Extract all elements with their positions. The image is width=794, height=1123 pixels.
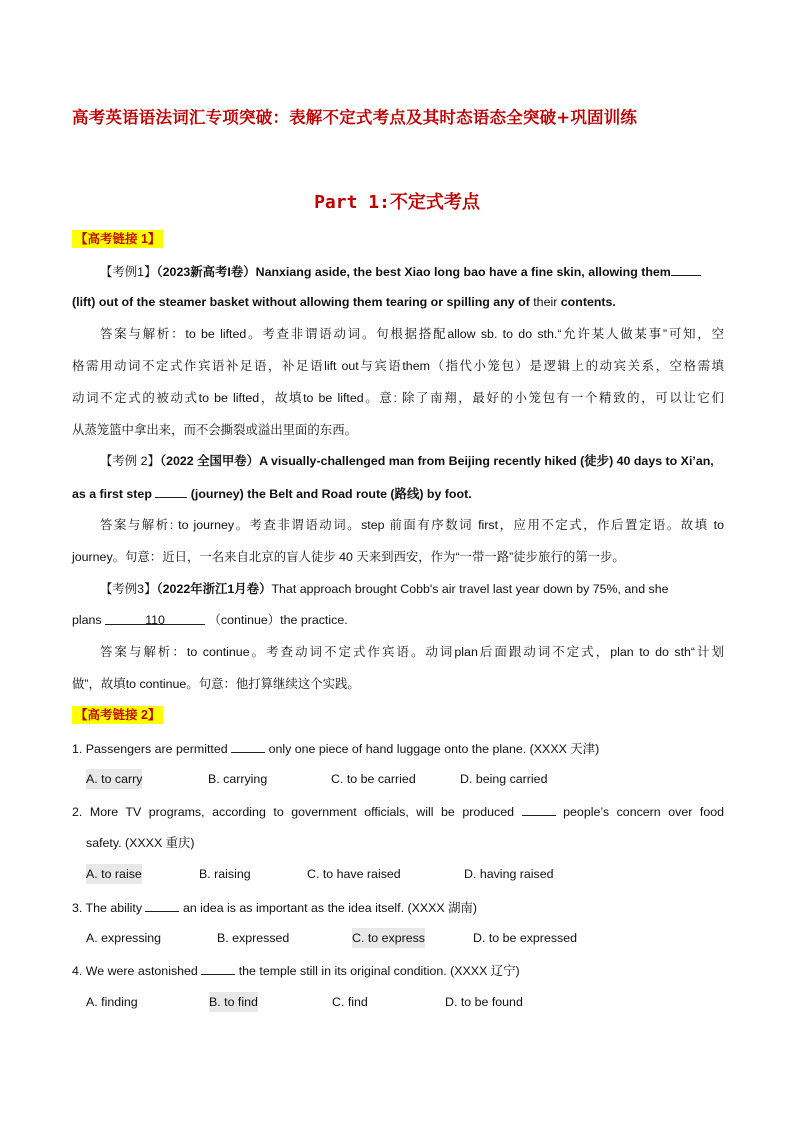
question-2-stem-c: safety. (XXXX 重庆) (86, 836, 195, 850)
question-1-option-b[interactable]: B. carrying (208, 772, 268, 786)
question-1-stem-b: only one piece of hand luggage onto the plane. (XXXX 天津) (268, 742, 600, 756)
ex2-question-a: A visually-challenged man from Beijing recently hiked (徒步) 40 days to Xi’an, (259, 454, 714, 468)
ex3-answer-line1: 答案与解析：to continue。考查动词不定式作宾语。动词plan后面跟动词不定式，plan to do sth“计划 (100, 645, 724, 659)
question-1-option-c[interactable]: C. to be carried (331, 772, 416, 786)
ex1-blank (671, 261, 701, 276)
ex1-question-line1 (100, 261, 724, 282)
ex3-source: （2022年浙江1月卷） (156, 582, 272, 596)
ex1-answer-line1: 答案与解析：to be lifted。考查非谓语动词。句根据搭配allow sb. to do sth.“允许某人做某事”可知，空 (100, 327, 724, 341)
question-2-option-a[interactable]: A. to raise (86, 864, 142, 884)
question-4-stem-a: 4. We were astonished (72, 964, 198, 978)
ex2-label: 【考例 2】 (100, 454, 160, 468)
question-2-blank (522, 801, 556, 816)
ex2-question-line2 (72, 483, 724, 504)
question-2-option-b[interactable]: B. raising (199, 867, 251, 881)
ex1-label: 【考例1】 (100, 265, 157, 279)
question-3-blank (145, 897, 179, 912)
ex2-question-line1 (100, 451, 724, 471)
link2-tag: 【高考链接 2】 (72, 706, 163, 724)
ex1-question-a: Nanxiang aside, the best Xiao long bao have a fine skin, allowing them (255, 265, 671, 279)
question-4-option-a[interactable]: A. finding (86, 995, 138, 1009)
question-1-stem-a: 1. Passengers are permitted (72, 742, 228, 756)
question-3-option-c[interactable]: C. to express (352, 928, 425, 948)
question-2-stem (72, 801, 724, 822)
ex1-question-end: contents. (557, 295, 616, 309)
ex2-source: （2022 全国甲卷） (159, 454, 260, 468)
question-1-blank (231, 738, 265, 753)
ex2-answer-line1: 答案与解析: to journey。考查非谓语动词。step 前面有序数词 first，应用不定式，作后置定语。故填 to (100, 518, 724, 532)
ex2-blank (155, 483, 187, 498)
question-2-stem-b: people’s concern over food (563, 805, 724, 819)
question-2-option-d[interactable]: D. having raised (464, 867, 554, 881)
ex3-question-a: That approach brought Cobb's air travel last year down by 75%, and she (271, 582, 669, 596)
ex2-question-b1: as a first step (72, 487, 152, 501)
question-2-stem-a: 2. More TV programs, according to government officials, will be produced (72, 805, 515, 819)
ex2-question-b2: (journey) the Belt and Road route (路线) by foot. (190, 487, 472, 501)
ex1-question-their: their (529, 295, 558, 309)
question-1-option-d[interactable]: D. being carried (460, 772, 548, 786)
question-4-stem (72, 960, 724, 981)
question-4-stem-b: the temple still in its original condition. (XXXX 辽宁) (238, 964, 520, 978)
question-3-stem-a: 3. The ability (72, 901, 143, 915)
ex3-question-line1 (100, 579, 724, 599)
document-title: 高考英语语法词汇专项突破：表解不定式考点及其时态语态全突破+巩固训练 (72, 108, 638, 127)
question-1-option-a[interactable]: A. to carry (86, 769, 142, 789)
ex3-question-b2: （continue）the practice. (208, 613, 348, 627)
question-3-option-b[interactable]: B. expressed (217, 931, 290, 945)
question-4-option-b[interactable]: B. to find (209, 992, 258, 1012)
question-4-blank (201, 960, 235, 975)
ex1-source: （2023新高考I卷） (156, 265, 256, 279)
question-2-option-c[interactable]: C. to have raised (307, 867, 401, 881)
question-4-option-d[interactable]: D. to be found (445, 995, 523, 1009)
question-3-option-a[interactable]: A. expressing (86, 931, 162, 945)
ex3-blank: 110 (105, 610, 205, 625)
ex3-answer-line2: 做”，故填to continue。句意：他打算继续这个实践。 (72, 677, 360, 691)
question-3-option-d[interactable]: D. to be expressed (473, 931, 578, 945)
ex1-question-line2 (72, 292, 724, 312)
question-3-stem-b: an idea is as important as the idea itself. (XXXX 湖南) (182, 901, 478, 915)
ex1-answer-line2: 格需用动词不定式作宾语补足语，补足语lift out与宾语them（指代小笼包）是逻辑上的动宾关系，空格需填 (72, 359, 724, 373)
ex2-answer-line2: journey。句意：近日，一名来自北京的盲人徒步 40 天来到西安，作为“一带一路”徒步旅行的第一步。 (72, 550, 625, 564)
question-1-stem (72, 738, 724, 759)
ex1-answer-line3: 动词不定式的被动式to be lifted，故填to be lifted。意: 除了南翔，最好的小笼包有一个精致的，可以让它们 (72, 391, 724, 405)
part-title: Part 1:不定式考点 (314, 192, 480, 213)
link1-tag: 【高考链接 1】 (72, 230, 163, 248)
ex3-label: 【考例3】 (100, 582, 157, 596)
question-4-option-c[interactable]: C. find (332, 995, 368, 1009)
question-3-stem (72, 897, 724, 918)
ex1-question-b: (lift) out of the steamer basket without allowing them tearing or spilling any of (72, 295, 530, 309)
ex1-answer-line4: 从蒸笼篮中拿出来，而不会撕裂或溢出里面的东西。 (72, 423, 357, 437)
ex3-question-b1: plans (72, 613, 102, 627)
ex3-question-line2 (72, 610, 724, 630)
